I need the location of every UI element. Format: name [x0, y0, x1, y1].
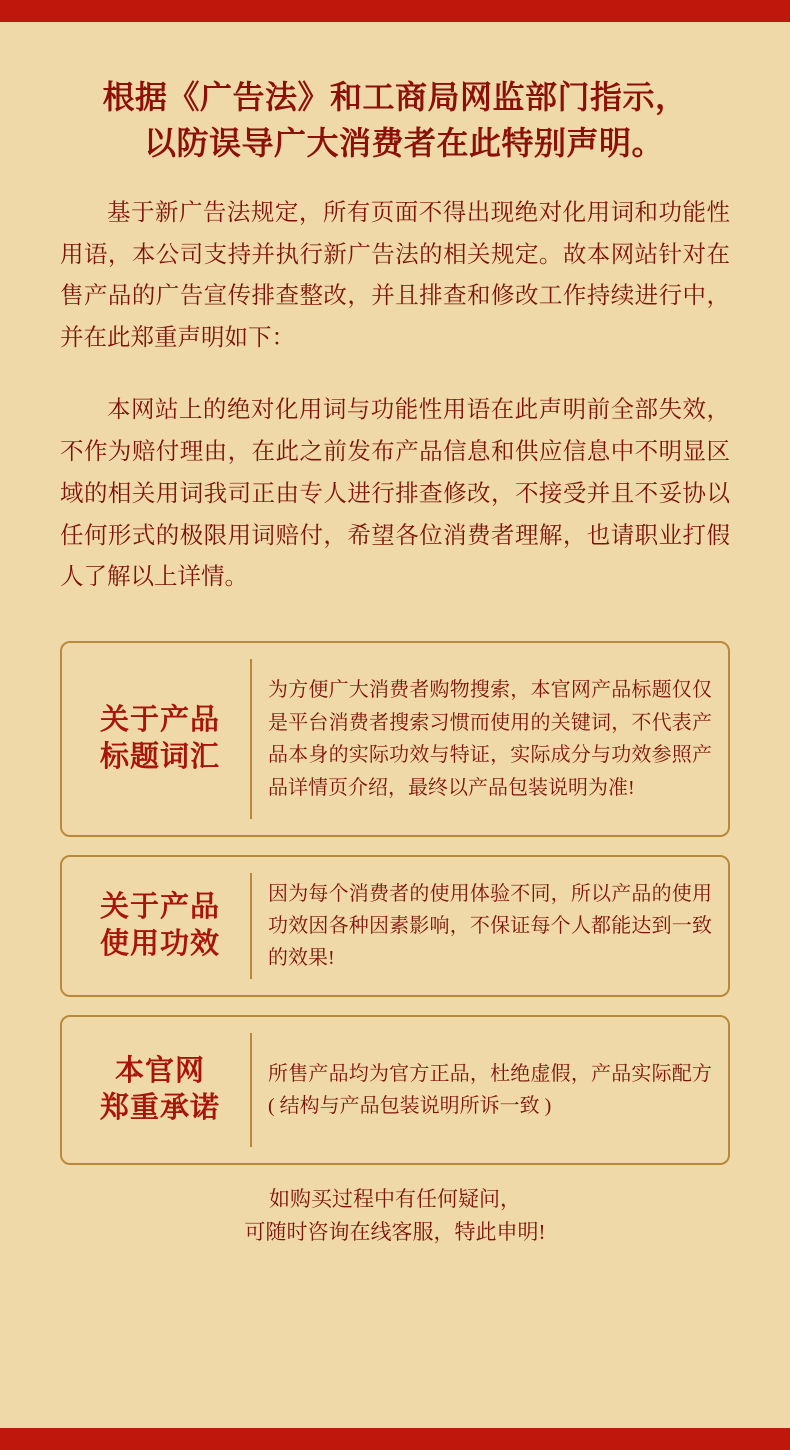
card-divider: [250, 1033, 252, 1147]
bottom-color-band: [0, 1428, 790, 1450]
card-product-efficacy: [60, 855, 730, 997]
card-divider: [250, 659, 252, 819]
card-label-line-1: 关于产品: [99, 703, 220, 736]
statement-paragraph-2: 本网站上的绝对化用词与功能性用语在此声明前全部失效，不作为赔付理由，在此之前发布产品信息和供应信息中不明显区域的相关用词我司正由专人进行排查修改，不接受并且不妥协以任何形式的极限用词赔付，希望各位消费者理解，也请职业打假人了解以上详情。: [60, 397, 730, 591]
footer-note: [60, 1183, 730, 1249]
statement-sheet: [0, 22, 790, 1428]
card-label: [72, 1053, 248, 1128]
card-divider: [250, 873, 252, 979]
page-title-line-1: 根据《广告法》和工商局网监部门指示，: [102, 79, 688, 115]
card-label: [72, 702, 248, 777]
page-title: [60, 22, 730, 167]
card-label-line-1: 关于产品: [99, 890, 220, 923]
footer-line-2: 可随时咨询在线客服，特此申明!: [244, 1220, 546, 1245]
page-title-line-2: 以防误导广大消费者在此特别声明。: [143, 125, 664, 162]
card-body-text: 因为每个消费者的使用体验不同，所以产品的使用功效因各种因素影响，不保证每个人都能达到一致的效果!: [268, 882, 712, 970]
card-label-line-2: 使用功效: [99, 928, 220, 961]
card-label: [72, 889, 248, 964]
card-label-line-2: 标题词汇: [99, 741, 220, 774]
statement-card-list: [60, 641, 730, 1165]
card-label-line-1: 本官网: [114, 1054, 205, 1087]
card-official-promise: [60, 1015, 730, 1165]
card-body-text: 为方便广大消费者购物搜索，本官网产品标题仅仅是平台消费者搜索习惯而使用的关键词，不代表产品本身的实际功效与特证，实际成分与功效参照产品详情页介绍，最终以产品包装说明为准!: [268, 679, 712, 799]
card-label-line-2: 郑重承诺: [99, 1092, 220, 1125]
card-body-text: 所售产品均为官方正品，杜绝虚假，产品实际配方( 结构与产品包装说明所诉一致 ): [268, 1062, 712, 1118]
card-product-title-terms: [60, 641, 730, 837]
top-color-band: [0, 0, 790, 22]
footer-line-1: 如购买过程中有任何疑问，: [269, 1187, 521, 1212]
statement-paragraph-1: 基于新广告法规定，所有页面不得出现绝对化用词和功能性用语，本公司支持并执行新广告法的相关规定。故本网站针对在售产品的广告宣传排查整改，并且排查和修改工作持续进行中，并在此郑重声明如下：: [60, 199, 730, 352]
